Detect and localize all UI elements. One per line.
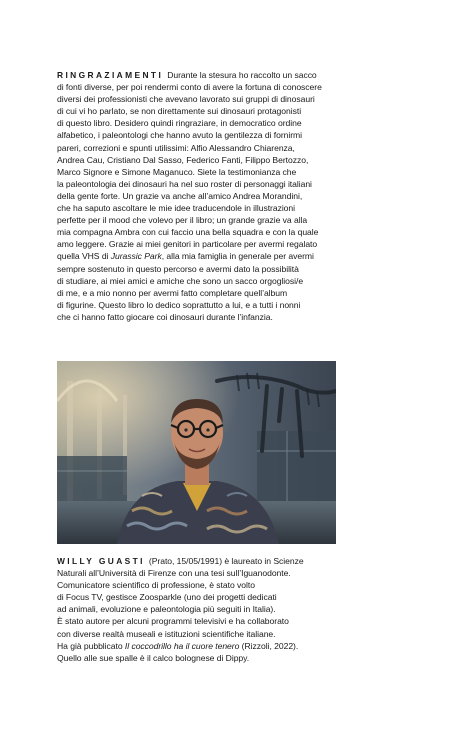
acknowledgements-section — [57, 69, 343, 323]
bio-line: di Focus TV, gestisce Zoosparkle (uno dei progetti dedicati — [57, 592, 277, 603]
bio-line: Comunicatore scientifico di professione, è stato volto — [57, 580, 255, 591]
author-name: WILLY GUASTI — [57, 556, 145, 566]
bio-line: Quello alle sue spalle è il calco bolognese di Dippy. — [57, 652, 250, 663]
acknowledgements-line: Andrea Cau, Cristiano Dal Sasso, Federico Fanti, Filippo Bertozzo, — [57, 154, 309, 165]
acknowledgements-line: di me, e a mio nonno per avermi fatto completare quell’album — [57, 287, 288, 298]
acknowledgements-line: della gente forte. Un grazie va anche all’amico Andrea Morandini, — [57, 190, 303, 201]
acknowledgements-line: mia compagna Ambra con cui faccio una bella squadra e con la quale — [57, 227, 319, 238]
acknowledgements-line: di cui vi ho parlato, se non direttamente sui dinosauri protagonisti — [57, 106, 302, 117]
film-title: Jurassic Park — [110, 251, 162, 262]
acknowledgements-line: RINGRAZIAMENTI Durante la stesura ho raccolto un sacco — [57, 70, 317, 80]
acknowledgements-line: Marco Signore e Simone Maganuco. Siete la testimonianza che — [57, 166, 297, 177]
acknowledgements-line: di questo libro. Desidero quindi ringraziare, in democratico ordine — [57, 118, 302, 129]
bio-line: con diverse realtà museali e istituzioni scientifiche italiane. — [57, 628, 276, 639]
acknowledgements-line: di studiare, ai miei amici e amiche che sono un sacco orgogliosi/e — [57, 275, 304, 286]
acknowledgements-heading: RINGRAZIAMENTI — [57, 70, 164, 80]
acknowledgements-line: che ha saputo ascoltare le mie idee traducendole in illustrazioni — [57, 203, 295, 214]
acknowledgements-line: quella VHS di Jurassic Park, alla mia famiglia in generale per avermi — [57, 251, 314, 262]
bio-line: ad animali, evoluzione e paleontologia più seguiti in Italia). — [57, 604, 276, 615]
acknowledgements-line: diversi dei professionisti che avevano lavorato sui gruppi di dinosauri — [57, 94, 315, 105]
acknowledgements-line: pareri, correzioni e spunti utilissimi: Alfio Alessandro Chiarenza, — [57, 142, 295, 153]
acknowledgements-line: perfette per il mood che volevo per il libro; un grande grazie va alla — [57, 215, 308, 226]
bio-line: WILLY GUASTI (Prato, 15/05/1991) è laureato in Scienze — [57, 556, 304, 566]
bio-line: È stato autore per alcuni programmi televisivi e ha collaborato — [57, 616, 289, 627]
acknowledgements-line: che ci hanno fatto giocare coi dinosauri durante l’infanzia. — [57, 311, 273, 322]
author-photo — [57, 361, 336, 544]
acknowledgements-line: di fonti diverse, per poi rendermi conto di avere la fortuna di conoscere — [57, 82, 322, 93]
bio-line: Naturali all’Università di Firenze con una tesi sull’Iguanodonte. — [57, 568, 291, 579]
book-title: Il coccodrillo ha il cuore tenero — [124, 640, 240, 651]
acknowledgements-line: sempre sostenuto in questo percorso e avermi dato la possibilità — [57, 263, 299, 274]
acknowledgements-line: la paleontologia dei dinosauri ha nel suo roster di personaggi italiani — [57, 178, 312, 189]
acknowledgements-line: amo leggere. Grazie ai miei genitori in particolare per avermi regalato — [57, 239, 318, 250]
acknowledgements-line: alfabetico, i paleontologi che hanno avuto la gentilezza di fornirmi — [57, 130, 303, 141]
bio-line: Ha già pubblicato Il coccodrillo ha il cuore tenero (Rizzoli, 2022). — [57, 640, 299, 651]
acknowledgements-line: di figurine. Questo libro lo dedico soprattutto a lui, e a tutti i nonni — [57, 299, 301, 310]
author-bio-section — [57, 555, 343, 664]
